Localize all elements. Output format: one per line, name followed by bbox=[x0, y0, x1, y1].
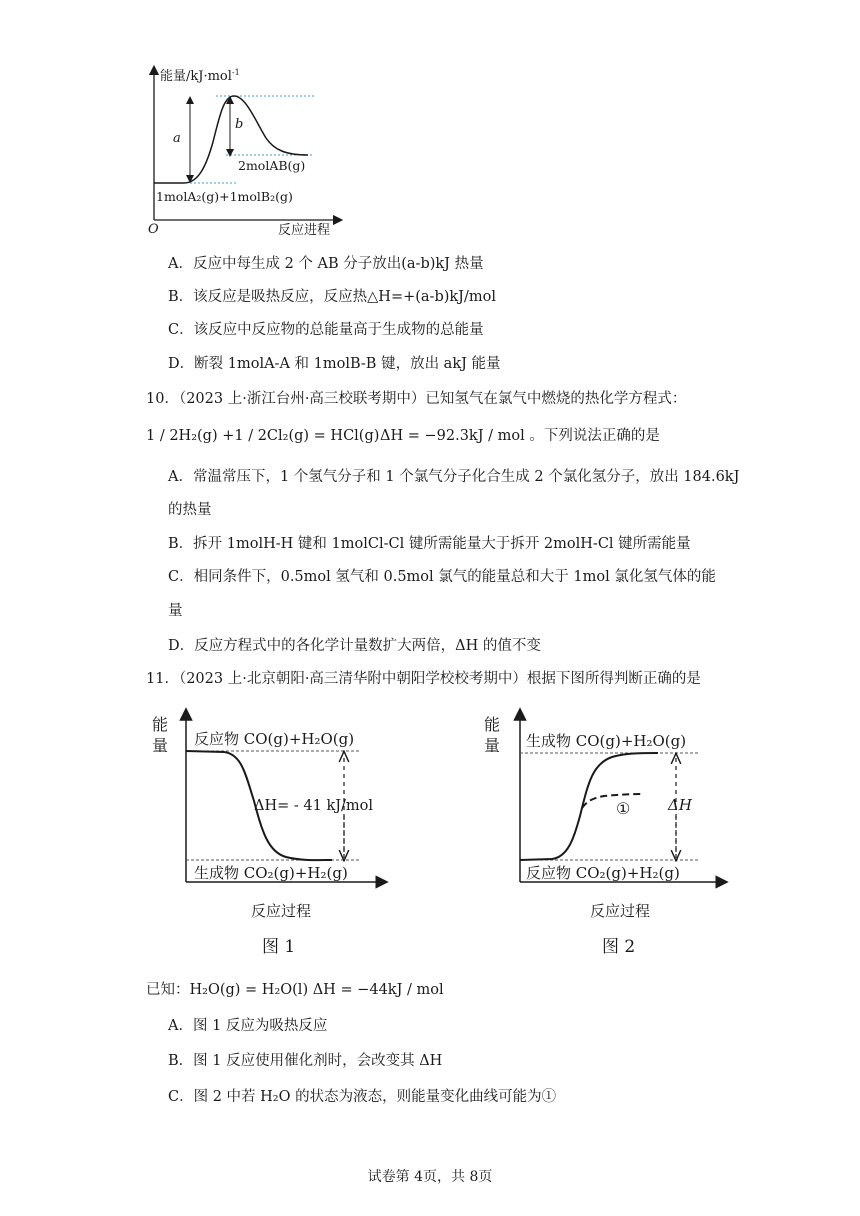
q9-ylabel: 能量/kJ·mol$^{-1}$ bbox=[160, 68, 240, 84]
q11-option-a: A．图 1 反应为吸热反应 bbox=[168, 1018, 328, 1034]
q10-option-d: D．反应方程式中的各化学计量数扩大两倍，ΔH 的值不变 bbox=[168, 638, 541, 654]
q9-option-c: C．该反应中反应物的总能量高于生成物的总能量 bbox=[168, 322, 484, 338]
q9-label-b: b bbox=[235, 117, 244, 132]
q9-option-b: B．该反应是吸热反应，反应热△H=+(a-b)kJ/mol bbox=[168, 289, 496, 305]
q11-figure-2 bbox=[480, 706, 740, 966]
fig2-xlabel: 反应过程 bbox=[590, 902, 651, 920]
fig1-top-label: 反应物 CO(g)+H₂O(g) bbox=[194, 730, 355, 748]
fig1-ylabel-2: 量 bbox=[152, 736, 169, 755]
fig2-circle-label: ① bbox=[616, 799, 631, 818]
q10-option-c-line1: C．相同条件下，0.5mol 氢气和 0.5mol 氯气的能量总和大于 1mol 氯化氢气体的能 bbox=[168, 569, 716, 585]
fig2-ylabel-2: 量 bbox=[484, 736, 501, 755]
q9-energy-diagram bbox=[138, 62, 348, 242]
fig1-ylabel-1: 能 bbox=[152, 715, 169, 734]
q10-option-c-line2: 量 bbox=[168, 603, 183, 619]
q9-option-d: D．断裂 1molA-A 和 1molB-B 键，放出 akJ 能量 bbox=[168, 356, 501, 372]
q9-label-a: a bbox=[173, 131, 181, 146]
fig2-ylabel-1: 能 bbox=[484, 715, 501, 734]
q11-option-c: C．图 2 中若 H₂O 的状态为液态，则能量变化曲线可能为① bbox=[168, 1089, 557, 1105]
fig2-top-label: 生成物 CO(g)+H₂O(g) bbox=[526, 732, 687, 750]
q10-option-a-line1: A．常温常压下，1 个氢气分子和 1 个氯气分子化合生成 2 个氯化氢分子，放出 184.6kJ bbox=[168, 469, 740, 485]
fig1-bottom-label: 生成物 CO₂(g)+H₂(g) bbox=[194, 864, 348, 882]
q9-origin: O bbox=[148, 222, 159, 237]
q11-option-b: B．图 1 反应使用催化剂时，会改变其 ΔH bbox=[168, 1053, 443, 1069]
page-footer: 试卷第 4页，共 8页 bbox=[367, 1169, 493, 1185]
q10-option-a-line2: 的热量 bbox=[168, 502, 212, 518]
q11-figure-1 bbox=[146, 706, 436, 966]
q10-option-b: B．拆开 1molH-H 键和 1molCl-Cl 键所需能量大于拆开 2molH-Cl 键所需能量 bbox=[168, 536, 691, 552]
q9-product-label: 2molAB(g) bbox=[238, 158, 306, 173]
fig1-caption: 图 1 bbox=[262, 937, 296, 957]
q9-option-a: A．反应中每生成 2 个 AB 分子放出(a-b)kJ 热量 bbox=[168, 256, 484, 272]
fig1-xlabel: 反应过程 bbox=[251, 902, 312, 920]
fig2-energy-curve bbox=[520, 753, 658, 860]
known-condition: 已知：H₂O(g) = H₂O(l) ΔH = −44kJ / mol bbox=[146, 982, 444, 998]
q10-equation: 1 / 2H₂(g) +1 / 2Cl₂(g) = HCl(g) bbox=[146, 428, 380, 444]
fig2-bottom-label: 反应物 CO₂(g)+H₂(g) bbox=[526, 864, 680, 882]
fig1-dh-label: ΔH= - 41 kJ/mol bbox=[254, 798, 374, 814]
q10-delta-h: ΔH = −92.3kJ / mol 。下列说法正确的是 bbox=[380, 428, 660, 444]
q9-reactant-label: 1molA₂(g)+1molB₂(g) bbox=[156, 189, 293, 204]
fig2-curve-1-dashed bbox=[582, 794, 642, 808]
q11-stem: 11．（2023 上·北京朝阳·高三清华附中朝阳学校校考期中）根据下图所得判断正确的是 bbox=[146, 671, 701, 687]
q10-stem: 10．（2023 上·浙江台州·高三校联考期中）已知氢气在氯气中燃烧的热化学方程式： bbox=[146, 391, 687, 407]
q9-xlabel: 反应进程 bbox=[278, 223, 331, 238]
fig2-caption: 图 2 bbox=[602, 937, 636, 957]
fig2-dh-label: ΔH bbox=[668, 796, 692, 814]
